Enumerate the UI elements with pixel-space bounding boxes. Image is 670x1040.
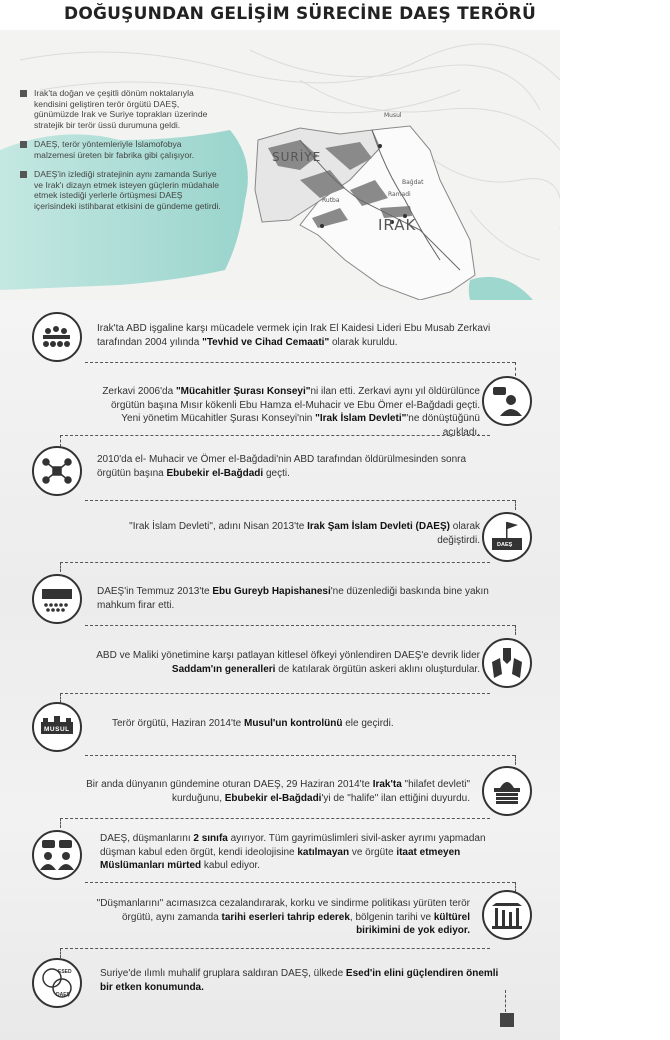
map-label-musul: Musul bbox=[384, 112, 402, 119]
speaker-icon bbox=[482, 376, 532, 426]
map-label-iraq: IRAK bbox=[378, 216, 417, 234]
network-icon bbox=[32, 446, 82, 496]
map-label-bagdat: Bağdat bbox=[402, 179, 424, 186]
discussion-icon bbox=[32, 830, 82, 880]
esed-icon-label: ESED bbox=[58, 969, 72, 975]
intro-bullet: DAEŞ'in izlediği stratejinin aynı zamanda Suriye ve Irak'ı dizayn etmek isteyen güçlerin müdahale etmek istediği yerlerle örtüşmesi DAEŞ içerisindeki istihbarat etkisini de gündeme getirdi. bbox=[20, 169, 225, 211]
ruins-icon bbox=[482, 890, 532, 940]
region-map bbox=[0, 30, 560, 320]
intro-bullet: Irak'ta doğan ve çeşitli dönüm noktalarıyla kendisini geliştiren terör örgütü DAEŞ, günümüzde Irak ve Suriye toprakları üzerinde stratejik bir terör üssü durumuna geldi. bbox=[20, 88, 225, 130]
intro-bullet: DAEŞ, terör yöntemleriyle İslamofobya malzemesi üreten bir fabrika gibi çalışıyor. bbox=[20, 139, 225, 160]
map-label-syria: SURİYE bbox=[272, 150, 322, 164]
flag-fortress-icon bbox=[482, 512, 532, 562]
esed-daes-icon bbox=[32, 958, 82, 1008]
city-musul-icon bbox=[32, 702, 82, 752]
prison-icon bbox=[32, 574, 82, 624]
intro-bullets bbox=[20, 88, 225, 220]
map-label-rutba: Rutba bbox=[322, 197, 340, 204]
musul-icon-label: MUSUL bbox=[44, 726, 70, 733]
rank-insignia-icon bbox=[482, 638, 532, 688]
mosque-icon bbox=[482, 766, 532, 816]
map-label-ramadi: Ramadi bbox=[388, 191, 411, 198]
daes-small-icon-label: DAEŞ bbox=[56, 992, 70, 998]
timeline-end-marker bbox=[500, 1013, 514, 1027]
crowd-icon bbox=[32, 312, 82, 362]
page-title: DOĞUŞUNDAN GELİŞİM SÜRECİNE DAEŞ TERÖRÜ bbox=[64, 4, 536, 24]
daes-icon-label: DAEŞ bbox=[497, 542, 513, 548]
